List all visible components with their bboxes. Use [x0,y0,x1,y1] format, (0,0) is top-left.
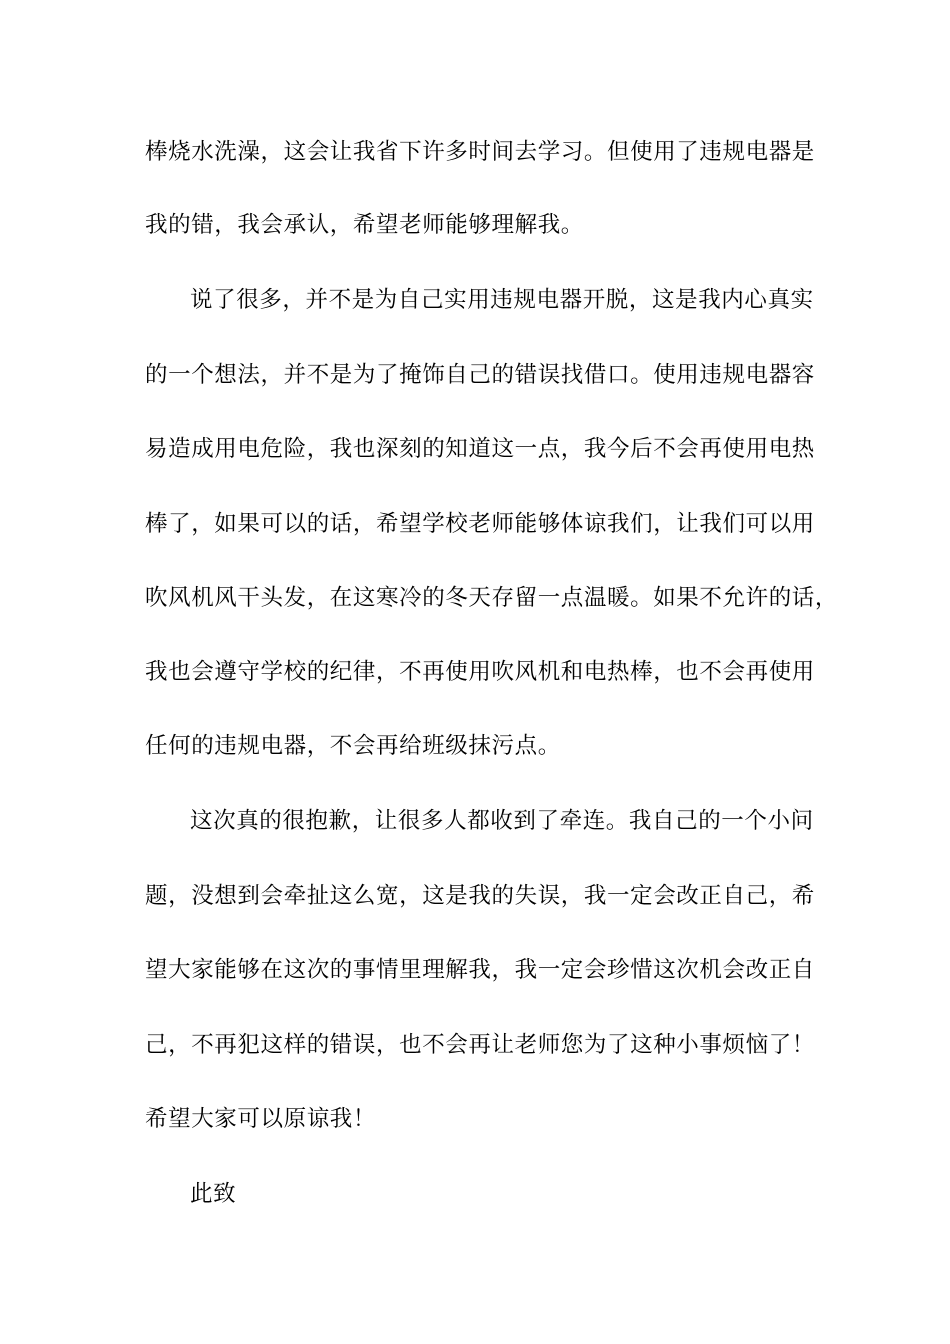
text-line: 棒烧水洗澡，这会让我省下许多时间去学习。但使用了违规电器是 [145,139,815,165]
text-line: 我的错，我会承认，希望老师能够理解我。 [145,212,584,238]
text-line: 己，不再犯这样的错误，也不会再让老师您为了这种小事烦恼了！ [145,1032,815,1058]
text-line: 任何的违规电器，不会再给班级抹污点。 [145,733,561,759]
paragraph-first-line: 这次真的很抱歉，让很多人都收到了牵连。我自己的一个小问 [190,808,814,834]
text-line: 我也会遵守学校的纪律，不再使用吹风机和电热棒，也不会再使用 [145,659,815,685]
text-line: 希望大家可以原谅我！ [145,1106,377,1132]
text-line: 的一个想法，并不是为了掩饰自己的错误找借口。使用违规电器容 [145,362,815,388]
closing-salutation: 此致 [190,1181,237,1207]
text-line: 棒了，如果可以的话，希望学校老师能够体谅我们，让我们可以用 [145,511,815,537]
paragraph-first-line: 说了很多，并不是为自己实用违规电器开脱，这是我内心真实 [190,287,814,313]
text-line: 易造成用电危险，我也深刻的知道这一点，我今后不会再使用电热 [145,436,815,462]
text-line: 望大家能够在这次的事情里理解我，我一定会珍惜这次机会改正自 [145,957,815,983]
text-line: 吹风机风干头发，在这寒冷的冬天存留一点温暖。如果不允许的话， [145,585,839,611]
text-line: 题，没想到会牵扯这么宽，这是我的失误，我一定会改正自己，希 [145,883,815,909]
